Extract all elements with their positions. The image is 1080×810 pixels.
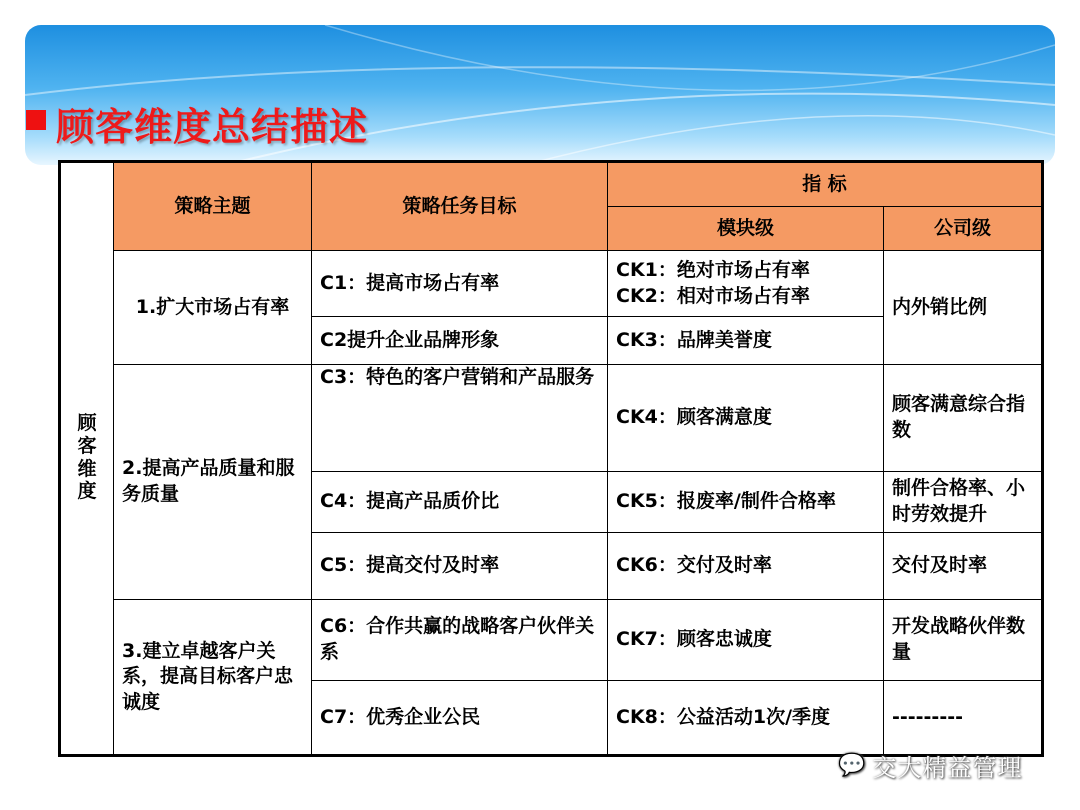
header-target: 策略任务目标 — [312, 162, 608, 251]
page-title: 顾客维度总结描述 — [56, 105, 369, 149]
target-cell: C1：提高市场占有率 — [312, 251, 608, 317]
watermark-text: 交大精益管理 — [872, 754, 1023, 782]
table-row — [60, 365, 1043, 472]
company-cell: 交付及时率 — [884, 533, 1043, 600]
module-cell — [608, 251, 884, 317]
target-cell: C3：特色的客户营销和产品服务 — [312, 365, 608, 472]
company-cell: 顾客满意综合指数 — [884, 365, 1043, 472]
company-cell: --------- — [884, 681, 1043, 756]
header-module: 模块级 — [608, 207, 884, 251]
title-bullet-icon — [26, 110, 46, 130]
module-cell: CK8：公益活动1次/季度 — [608, 681, 884, 756]
theme-cell: 1.扩大市场占有率 — [114, 251, 312, 365]
header-indicator: 指 标 — [608, 162, 1043, 207]
module-item: CK1：绝对市场占有率 — [616, 258, 810, 281]
table-row — [60, 600, 1043, 681]
target-cell: C4：提高产品质价比 — [312, 472, 608, 533]
target-cell: C6：合作共赢的战略客户伙伴关系 — [312, 600, 608, 681]
summary-table — [58, 160, 1044, 757]
target-cell: C2提升企业品牌形象 — [312, 317, 608, 365]
wechat-icon: 💬 — [838, 753, 867, 778]
side-label-cell — [60, 162, 114, 756]
watermark — [838, 748, 1022, 783]
module-cell: CK4：顾客满意度 — [608, 365, 884, 472]
theme-cell: 3.建立卓越客户关系，提高目标客户忠诚度 — [114, 600, 312, 756]
theme-cell: 2.提高产品质量和服务质量 — [114, 365, 312, 600]
target-cell: C5：提高交付及时率 — [312, 533, 608, 600]
target-cell: C7：优秀企业公民 — [312, 681, 608, 756]
header-theme: 策略主题 — [114, 162, 312, 251]
table-row — [60, 251, 1043, 317]
company-cell: 制件合格率、小时劳效提升 — [884, 472, 1043, 533]
side-label: 顾客维度 — [77, 411, 97, 503]
module-cell: CK7：顾客忠诚度 — [608, 600, 884, 681]
module-cell: CK5：报废率/制件合格率 — [608, 472, 884, 533]
module-cell: CK3：品牌美誉度 — [608, 317, 884, 365]
module-item: CK2：相对市场占有率 — [616, 284, 810, 307]
company-cell: 内外销比例 — [884, 251, 1043, 365]
company-cell: 开发战略伙伴数量 — [884, 600, 1043, 681]
header-company: 公司级 — [884, 207, 1043, 251]
module-cell: CK6：交付及时率 — [608, 533, 884, 600]
